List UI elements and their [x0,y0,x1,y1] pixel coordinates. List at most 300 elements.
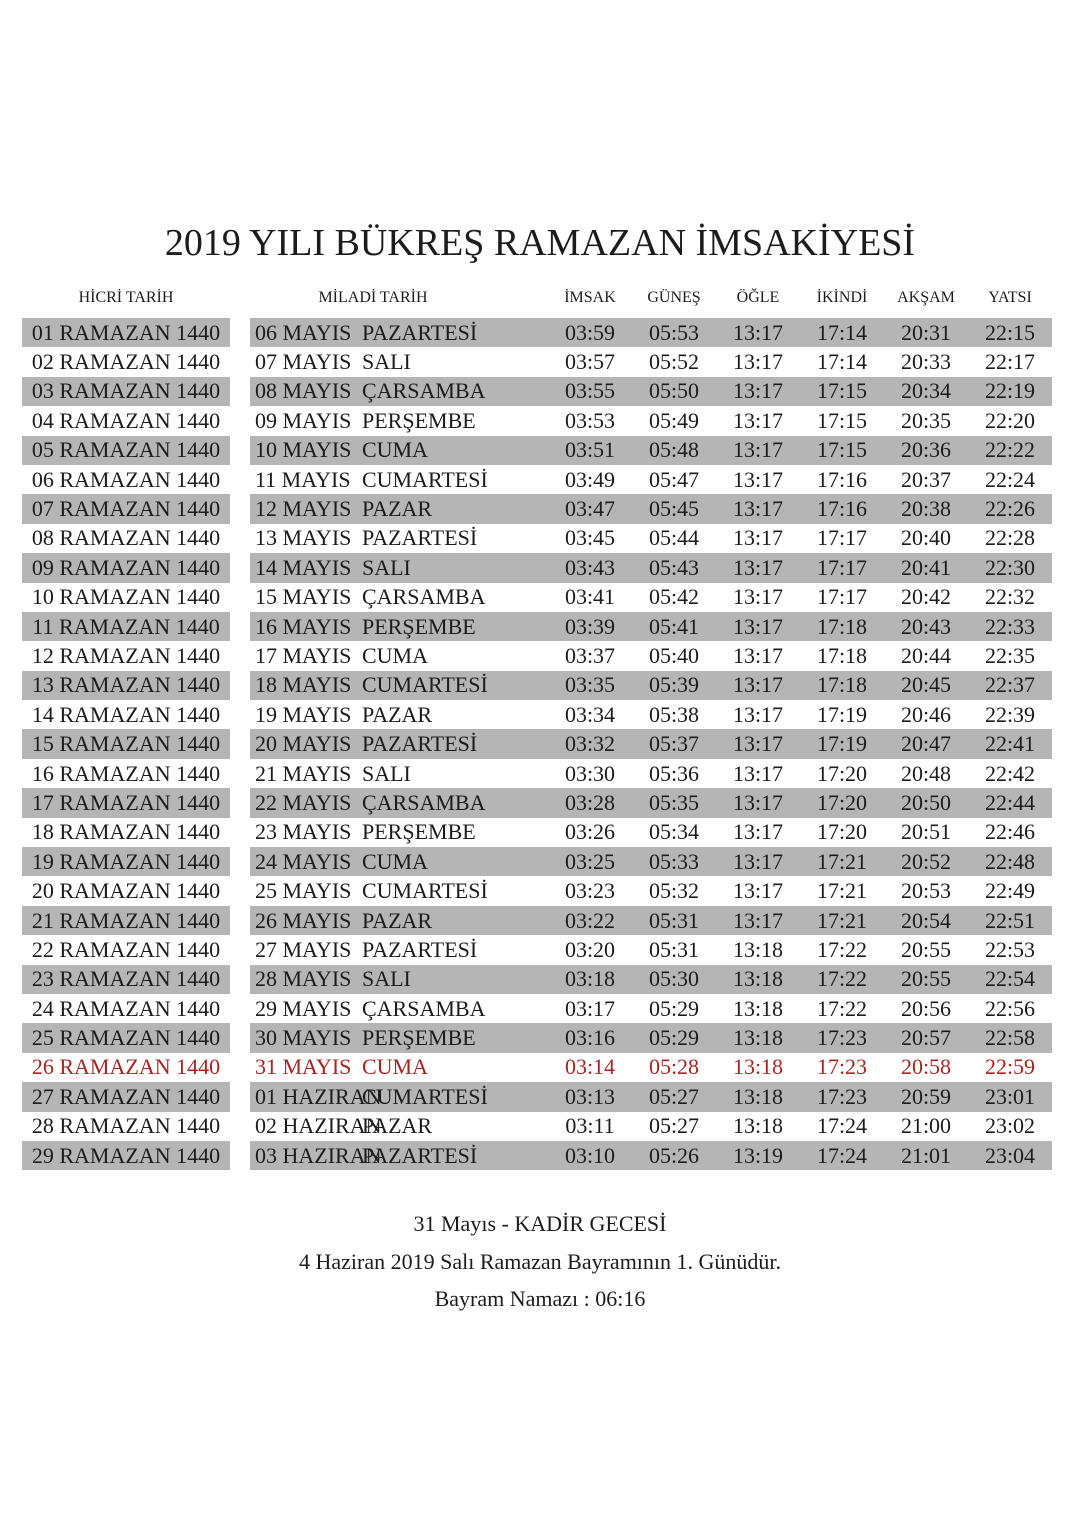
gunes-time-cell: 05:42 [648,584,700,610]
imsak-time-cell: 03:32 [564,731,616,757]
bayram-day-note: 4 Haziran 2019 Salı Ramazan Bayramının 1. Günüdür. [298,1248,782,1274]
table-row [0,436,1080,465]
row-right-band [250,465,1052,494]
hicri-date-cell: 03 RAMAZAN 1440 [22,377,230,406]
hicri-date-cell: 26 RAMAZAN 1440 [31,1054,221,1080]
hicri-date-cell: 13 RAMAZAN 1440 [22,671,230,700]
yatsi-time-cell: 22:32 [984,584,1036,610]
row-band-gap [230,641,250,670]
miladi-date-cell: 06 MAYIS [255,319,352,345]
row-band-gap [230,759,250,788]
miladi-date-cell: 29 MAYIS [255,995,352,1021]
row-band-gap [230,406,250,435]
ogle-time-cell: 13:17 [732,466,784,492]
day-name-cell: PERŞEMBE [362,819,476,845]
row-right-band [250,1082,1052,1111]
ikindi-time-cell: 17:23 [816,1054,868,1080]
row-right-band [250,818,1052,847]
yatsi-time-cell: 22:19 [984,378,1036,404]
gunes-time-cell: 05:31 [648,936,700,962]
table-row [0,994,1080,1023]
aksam-time-cell: 20:59 [900,1083,952,1109]
aksam-time-cell: 20:46 [900,701,952,727]
day-name-cell: SALI [362,760,411,786]
aksam-time-cell: 21:00 [900,1113,952,1139]
day-name-cell: PAZAR [362,496,433,522]
ogle-time-cell: 13:17 [732,672,784,698]
hicri-date-cell: 04 RAMAZAN 1440 [31,407,221,433]
row-band-gap [230,729,250,758]
miladi-date-cell: 18 MAYIS [255,672,352,698]
header-yatsi: YATSI [988,288,1032,306]
imsak-time-cell: 03:18 [564,966,616,992]
day-name-cell: SALI [362,966,411,992]
aksam-time-cell: 20:56 [900,995,952,1021]
row-right-band [250,377,1052,406]
row-right-band [250,700,1052,729]
gunes-time-cell: 05:49 [648,407,700,433]
miladi-date-cell: 01 HAZIRAN [255,1083,382,1109]
yatsi-time-cell: 22:26 [984,496,1036,522]
footer-notes [0,1205,1080,1318]
ikindi-time-cell: 17:19 [816,701,868,727]
header-ogle: ÖĞLE [736,288,780,306]
ogle-time-cell: 13:18 [732,1054,784,1080]
row-band-gap [230,347,250,376]
day-name-cell: PAZARTESİ [362,525,478,551]
row-right-band [250,876,1052,905]
day-name-cell: CUMARTESİ [362,466,488,492]
hicri-date-cell: 18 RAMAZAN 1440 [31,819,221,845]
gunes-time-cell: 05:32 [648,878,700,904]
hicri-date-cell: 24 RAMAZAN 1440 [31,995,221,1021]
yatsi-time-cell: 22:54 [984,966,1036,992]
ogle-time-cell: 13:17 [732,789,784,815]
imsak-time-cell: 03:10 [564,1142,616,1168]
imsak-time-cell: 03:53 [564,407,616,433]
miladi-date-cell: 16 MAYIS [255,613,352,639]
imsak-time-cell: 03:55 [564,378,616,404]
row-band-gap [230,612,250,641]
miladi-date-cell: 31 MAYIS [255,1054,352,1080]
gunes-time-cell: 05:50 [648,378,700,404]
ikindi-time-cell: 17:22 [816,995,868,1021]
ikindi-time-cell: 17:15 [816,437,868,463]
row-right-band [250,318,1052,347]
gunes-time-cell: 05:38 [648,701,700,727]
ogle-time-cell: 13:18 [732,995,784,1021]
day-name-cell: PERŞEMBE [362,613,476,639]
aksam-time-cell: 20:44 [900,642,952,668]
miladi-date-cell: 11 MAYIS [255,466,351,492]
ogle-time-cell: 13:18 [732,1113,784,1139]
row-band-gap [230,906,250,935]
miladi-date-cell: 27 MAYIS [255,936,352,962]
row-right-band [250,1112,1052,1141]
miladi-date-cell: 08 MAYIS [255,378,352,404]
row-right-band [250,1141,1052,1170]
row-right-band [250,1023,1052,1052]
ogle-time-cell: 13:17 [732,496,784,522]
yatsi-time-cell: 22:48 [984,848,1036,874]
ogle-time-cell: 13:17 [732,701,784,727]
yatsi-time-cell: 23:01 [984,1083,1036,1109]
table-row [0,818,1080,847]
gunes-time-cell: 05:45 [648,496,700,522]
imsak-time-cell: 03:37 [564,642,616,668]
gunes-time-cell: 05:35 [648,789,700,815]
ikindi-time-cell: 17:21 [816,907,868,933]
table-row [0,729,1080,758]
row-right-band [250,1053,1052,1082]
ogle-time-cell: 13:17 [732,731,784,757]
row-right-band [250,994,1052,1023]
yatsi-time-cell: 22:46 [984,819,1036,845]
gunes-time-cell: 05:53 [648,319,700,345]
ogle-time-cell: 13:18 [732,936,784,962]
table-row [0,465,1080,494]
header-ikindi: İKİNDİ [816,288,868,306]
aksam-time-cell: 20:58 [900,1054,952,1080]
miladi-date-cell: 19 MAYIS [255,701,352,727]
row-band-gap [230,935,250,964]
miladi-date-cell: 14 MAYIS [255,554,352,580]
miladi-date-cell: 17 MAYIS [255,642,352,668]
row-band-gap [230,583,250,612]
ikindi-time-cell: 17:24 [816,1113,868,1139]
yatsi-time-cell: 22:20 [984,407,1036,433]
day-name-cell: ÇARSAMBA [362,995,486,1021]
yatsi-time-cell: 22:37 [984,672,1036,698]
row-right-band [250,641,1052,670]
row-band-gap [230,994,250,1023]
aksam-time-cell: 20:52 [900,848,952,874]
aksam-time-cell: 20:47 [900,731,952,757]
row-band-gap [230,1023,250,1052]
row-right-band [250,524,1052,553]
imsak-time-cell: 03:16 [564,1025,616,1051]
row-right-band [250,671,1052,700]
aksam-time-cell: 20:54 [900,907,952,933]
day-name-cell: PAZARTESİ [362,319,478,345]
day-name-cell: PAZARTESİ [362,936,478,962]
header-hicri-tarih: HİCRİ TARİH [78,288,174,306]
miladi-date-cell: 13 MAYIS [255,525,352,551]
ogle-time-cell: 13:17 [732,407,784,433]
table-row [0,377,1080,406]
ikindi-time-cell: 17:20 [816,789,868,815]
table-row [0,1082,1080,1111]
row-right-band [250,729,1052,758]
hicri-date-cell: 27 RAMAZAN 1440 [22,1082,230,1111]
ogle-time-cell: 13:17 [732,525,784,551]
imsak-time-cell: 03:41 [564,584,616,610]
ikindi-time-cell: 17:21 [816,848,868,874]
day-name-cell: CUMARTESİ [362,1083,488,1109]
ogle-time-cell: 13:17 [732,349,784,375]
row-band-gap [230,436,250,465]
row-right-band [250,906,1052,935]
day-name-cell: PAZAR [362,1113,433,1139]
day-name-cell: CUMA [362,1054,429,1080]
row-band-gap [230,1053,250,1082]
gunes-time-cell: 05:34 [648,819,700,845]
row-right-band [250,436,1052,465]
imsak-time-cell: 03:25 [564,848,616,874]
day-name-cell: PAZAR [362,701,433,727]
day-name-cell: ÇARSAMBA [362,789,486,815]
row-right-band [250,553,1052,582]
hicri-date-cell: 29 RAMAZAN 1440 [22,1141,230,1170]
imsak-time-cell: 03:49 [564,466,616,492]
imsak-time-cell: 03:51 [564,437,616,463]
prayer-times-table [0,318,1080,1170]
yatsi-time-cell: 22:49 [984,878,1036,904]
yatsi-time-cell: 22:17 [984,349,1036,375]
day-name-cell: ÇARSAMBA [362,584,486,610]
imsak-time-cell: 03:28 [564,789,616,815]
ikindi-time-cell: 17:16 [816,466,868,492]
miladi-date-cell: 23 MAYIS [255,819,352,845]
day-name-cell: ÇARSAMBA [362,378,486,404]
row-right-band [250,788,1052,817]
table-row [0,347,1080,376]
table-row [0,494,1080,523]
miladi-date-cell: 15 MAYIS [255,584,352,610]
ogle-time-cell: 13:17 [732,642,784,668]
ikindi-time-cell: 17:14 [816,319,868,345]
ogle-time-cell: 13:18 [732,1025,784,1051]
ikindi-time-cell: 17:14 [816,349,868,375]
ikindi-time-cell: 17:19 [816,731,868,757]
row-right-band [250,494,1052,523]
aksam-time-cell: 20:38 [900,496,952,522]
hicri-date-cell: 01 RAMAZAN 1440 [22,318,230,347]
ikindi-time-cell: 17:17 [816,554,868,580]
row-band-gap [230,847,250,876]
yatsi-time-cell: 22:42 [984,760,1036,786]
yatsi-time-cell: 23:04 [984,1142,1036,1168]
yatsi-time-cell: 22:15 [984,319,1036,345]
yatsi-time-cell: 22:22 [984,437,1036,463]
yatsi-time-cell: 22:59 [984,1054,1036,1080]
ogle-time-cell: 13:17 [732,554,784,580]
imsak-time-cell: 03:22 [564,907,616,933]
miladi-date-cell: 07 MAYIS [255,349,352,375]
gunes-time-cell: 05:27 [648,1113,700,1139]
row-right-band [250,965,1052,994]
ogle-time-cell: 13:17 [732,584,784,610]
ogle-time-cell: 13:17 [732,907,784,933]
miladi-date-cell: 21 MAYIS [255,760,352,786]
row-band-gap [230,377,250,406]
ogle-time-cell: 13:18 [732,966,784,992]
miladi-date-cell: 09 MAYIS [255,407,352,433]
aksam-time-cell: 20:36 [900,437,952,463]
imsak-time-cell: 03:30 [564,760,616,786]
row-band-gap [230,965,250,994]
gunes-time-cell: 05:29 [648,995,700,1021]
gunes-time-cell: 05:27 [648,1083,700,1109]
miladi-date-cell: 26 MAYIS [255,907,352,933]
imsak-time-cell: 03:35 [564,672,616,698]
yatsi-time-cell: 22:33 [984,613,1036,639]
gunes-time-cell: 05:31 [648,907,700,933]
imsak-time-cell: 03:13 [564,1083,616,1109]
day-name-cell: PAZARTESİ [362,731,478,757]
gunes-time-cell: 05:52 [648,349,700,375]
gunes-time-cell: 05:30 [648,966,700,992]
aksam-time-cell: 20:35 [900,407,952,433]
imsak-time-cell: 03:57 [564,349,616,375]
day-name-cell: SALI [362,349,411,375]
header-gap [230,284,250,311]
hicri-date-cell: 17 RAMAZAN 1440 [22,788,230,817]
gunes-time-cell: 05:33 [648,848,700,874]
aksam-time-cell: 20:51 [900,819,952,845]
day-name-cell: PAZARTESİ [362,1142,478,1168]
aksam-time-cell: 20:55 [900,966,952,992]
hicri-date-cell: 23 RAMAZAN 1440 [22,965,230,994]
gunes-time-cell: 05:44 [648,525,700,551]
hicri-date-cell: 22 RAMAZAN 1440 [31,936,221,962]
hicri-date-cell: 06 RAMAZAN 1440 [31,466,221,492]
gunes-time-cell: 05:39 [648,672,700,698]
yatsi-time-cell: 22:39 [984,701,1036,727]
miladi-date-cell: 25 MAYIS [255,878,352,904]
hicri-date-cell: 07 RAMAZAN 1440 [22,494,230,523]
ikindi-time-cell: 17:16 [816,496,868,522]
row-band-gap [230,671,250,700]
row-band-gap [230,1141,250,1170]
aksam-time-cell: 20:48 [900,760,952,786]
hicri-date-cell: 09 RAMAZAN 1440 [22,553,230,582]
imsak-time-cell: 03:34 [564,701,616,727]
table-row [0,612,1080,641]
ogle-time-cell: 13:18 [732,1083,784,1109]
yatsi-time-cell: 22:58 [984,1025,1036,1051]
day-name-cell: CUMA [362,642,429,668]
ikindi-time-cell: 17:20 [816,760,868,786]
table-row [0,847,1080,876]
imsak-time-cell: 03:14 [564,1054,616,1080]
miladi-date-cell: 22 MAYIS [255,789,352,815]
day-name-cell: CUMARTESİ [362,878,488,904]
table-header-row [0,284,1080,311]
ikindi-time-cell: 17:22 [816,936,868,962]
row-band-gap [230,1082,250,1111]
hicri-date-cell: 25 RAMAZAN 1440 [22,1023,230,1052]
yatsi-time-cell: 22:53 [984,936,1036,962]
imsak-time-cell: 03:43 [564,554,616,580]
ogle-time-cell: 13:17 [732,378,784,404]
table-row [0,583,1080,612]
day-name-cell: CUMA [362,437,429,463]
ikindi-time-cell: 17:21 [816,878,868,904]
gunes-time-cell: 05:41 [648,613,700,639]
aksam-time-cell: 20:41 [900,554,952,580]
row-band-gap [230,553,250,582]
row-right-band [250,406,1052,435]
day-name-cell: CUMARTESİ [362,672,488,698]
table-row [0,965,1080,994]
miladi-date-cell: 03 HAZIRAN [255,1142,382,1168]
imsak-time-cell: 03:59 [564,319,616,345]
bayram-namazi-note: Bayram Namazı : 06:16 [434,1286,646,1311]
table-row [0,671,1080,700]
table-row [0,1053,1080,1082]
gunes-time-cell: 05:28 [648,1054,700,1080]
table-row [0,1023,1080,1052]
aksam-time-cell: 20:37 [900,466,952,492]
miladi-date-cell: 02 HAZIRAN [255,1113,382,1139]
row-right-band [250,935,1052,964]
aksam-time-cell: 21:01 [900,1142,952,1168]
yatsi-time-cell: 23:02 [984,1113,1036,1139]
table-row [0,524,1080,553]
imsak-time-cell: 03:26 [564,819,616,845]
hicri-date-cell: 21 RAMAZAN 1440 [22,906,230,935]
hicri-date-cell: 08 RAMAZAN 1440 [31,525,221,551]
yatsi-time-cell: 22:41 [984,731,1036,757]
table-row [0,700,1080,729]
ikindi-time-cell: 17:15 [816,407,868,433]
miladi-date-cell: 12 MAYIS [255,496,352,522]
yatsi-time-cell: 22:30 [984,554,1036,580]
ogle-time-cell: 13:19 [732,1142,784,1168]
row-right-band [250,347,1052,376]
hicri-date-cell: 20 RAMAZAN 1440 [31,878,221,904]
row-band-gap [230,818,250,847]
header-imsak: İMSAK [564,288,616,306]
aksam-time-cell: 20:42 [900,584,952,610]
ikindi-time-cell: 17:18 [816,613,868,639]
hicri-date-cell: 16 RAMAZAN 1440 [31,760,221,786]
ikindi-time-cell: 17:17 [816,525,868,551]
hicri-date-cell: 15 RAMAZAN 1440 [22,729,230,758]
day-name-cell: PERŞEMBE [362,407,476,433]
imsak-time-cell: 03:17 [564,995,616,1021]
row-band-gap [230,465,250,494]
ikindi-time-cell: 17:22 [816,966,868,992]
table-row [0,1141,1080,1170]
row-band-gap [230,788,250,817]
aksam-time-cell: 20:50 [900,789,952,815]
gunes-time-cell: 05:48 [648,437,700,463]
yatsi-time-cell: 22:35 [984,642,1036,668]
row-right-band [250,612,1052,641]
ikindi-time-cell: 17:18 [816,672,868,698]
ogle-time-cell: 13:17 [732,319,784,345]
row-band-gap [230,494,250,523]
yatsi-time-cell: 22:56 [984,995,1036,1021]
ogle-time-cell: 13:17 [732,878,784,904]
gunes-time-cell: 05:47 [648,466,700,492]
gunes-time-cell: 05:36 [648,760,700,786]
ikindi-time-cell: 17:18 [816,642,868,668]
aksam-time-cell: 20:33 [900,349,952,375]
ogle-time-cell: 13:17 [732,613,784,639]
imsak-time-cell: 03:11 [565,1113,615,1139]
yatsi-time-cell: 22:24 [984,466,1036,492]
hicri-date-cell: 02 RAMAZAN 1440 [31,349,221,375]
row-band-gap [230,700,250,729]
aksam-time-cell: 20:40 [900,525,952,551]
ogle-time-cell: 13:17 [732,819,784,845]
table-row [0,935,1080,964]
table-row [0,1112,1080,1141]
aksam-time-cell: 20:43 [900,613,952,639]
